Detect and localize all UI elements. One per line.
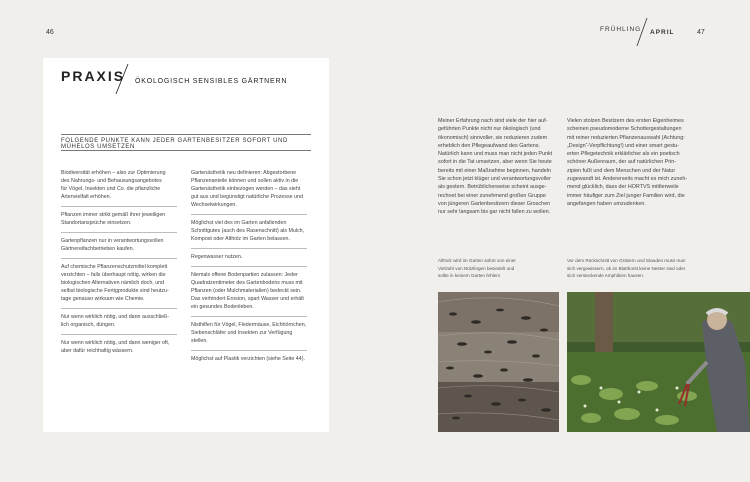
page-number-left: 46 <box>46 29 54 36</box>
list-item: Niemals offene Bodenpartien zulassen: Jeder Quadratzentimeter des Gartenbodens muss mit Pflanzen (oder Mulchmaterialien) bedeckt sein. Das verhindert Erosion, spart Wasser und erhält ein gesundes Bodenleben. <box>191 267 307 317</box>
slash-divider-icon <box>115 64 129 94</box>
praxis-card <box>43 58 329 432</box>
list-item: Nisthilfen für Vögel, Fledermäuse, Eichhörnchen, Siebenschläfer und Insekten zur Verfügung stellen. <box>191 317 307 351</box>
intro-rule-top <box>61 134 311 135</box>
deadwood-photo <box>438 292 559 432</box>
month-label: APRIL <box>650 29 675 36</box>
body-text-column-2: Vielen stolzen Besitzern des ersten Eigenheimes scheinen pseudomoderne Schottergestaltungen mit reiner reduzierten Pflanzenauswahl (Achtung: „Design“-Verpflichtung!) und einer smart gestu- erten Pflegetechnik erklärlicher als ein poetisch schöner Außenraum, der auf natürlichen Prin- zipien fußt und dem Menschen und der Natur zugewandt ist. Andererseits macht es mich zuneh- mend glücklich, dass der HORTVS mittlerweile immer häufiger zum Ziel junger Familien wird, die angefangen haben umzudenken. <box>567 118 688 207</box>
running-head <box>600 16 700 44</box>
season-label: FRÜHLING <box>600 26 642 33</box>
left-checklist <box>61 165 177 360</box>
card-subtitle: ÖKOLOGISCH SENSIBLES GÄRTNERN <box>135 78 288 85</box>
slash-divider-icon <box>636 18 648 46</box>
card-intro: FOLGENDE PUNKTE KANN JEDER GARTENBESITZER SOFORT UND MÜHELOS UMSETZEN <box>61 138 288 150</box>
list-item: Möglichst auf Plastik verzichten (siehe Seite 44). <box>191 356 305 362</box>
list-item: Möglichst viel des im Garten anfallenden Schnittgutes (auch des Rasenschnitt) als Mulch, Kompost oder Altholz im Garten belassen. <box>191 215 307 249</box>
list-item: Gartenpflanzen nur in verantwortungsvollen Gärtnereifachbetrieben kaufen. <box>61 233 177 259</box>
photo-caption-gardener: Vor dem Rückschnitt von Gräsern und Stauden muss man sich vergewissern, ob im Blatthorst keine Nester sind oder sich versteckende Amphibien hausen. <box>567 258 686 279</box>
intro-rule-bottom <box>61 150 311 151</box>
list-item: Nur wenn wirklich nötig, und dann ausschließ- lich organisch, düngen. <box>61 309 177 335</box>
card-title: PRAXIS <box>61 68 126 84</box>
body-text-column-1: Meiner Erfahrung nach sind viele der hier auf- geführten Punkte nicht nur ökologisch (und ökonomisch) sinnvoller, sie reduzieren zudem erheblich den Pflegeaufwand des Gartens. Natürlich kann und muss man nicht jeden Punkt sofort in die Tat umsetzen, aber wenn Sie heute bereits mit einer Maßnahme beginnen, handeln Sie schon jetzt klüger und verantwortungsvoller als gestern. Betrüblicherweise scheint ausge- rechnet bei einer zunehmend großen Gruppe von jüngeren Gartenbesitzern dieser Groschen nur sehr langsam bis gar nicht fallen zu wollen. <box>438 118 553 216</box>
gardener-photo <box>567 292 750 432</box>
page-number-right: 47 <box>697 29 705 36</box>
right-checklist <box>191 165 307 368</box>
list-item: Pflanzen immer strikt gemäß ihrer jeweiligen Standortansprüche einsetzen. <box>61 207 177 233</box>
photo-caption-deadwood: Altholz wird im Garten sofort von einer Vielzahl von Nützlingen besiedelt und sollte in keinem Garten fehlen! <box>438 258 516 279</box>
list-item: Gartenästhetik neu definieren: Abgestorbene Pflanzenanteile können und sollen aktiv in die Gartenästhetik einbezogen werden – das sieht gut aus und begünstigt natürliche Prozesse und Wechselwirkungen. <box>191 165 307 215</box>
list-item: Biodiversität erhöhen – also zur Optimierung des Nahrungs- und Behausungsangebotes für Vögel, Insekten und Co. die pflanzliche Artenvielfalt erhöhen. <box>61 165 177 207</box>
list-item: Regenwasser nutzen. <box>191 249 307 267</box>
list-item: Nur wenn wirklich nötig, und dann weniger oft, aber dafür reichhaltig wässern. <box>61 340 170 354</box>
list-item: Auf chemische Pflanzenschutzmittel komplett verzichten – falls überhaupt nötig, wirken die biologischen Alternativen nämlich doch, und selbst biologische Fertigprodukte sind heutzu- tage genauso wirksam wie Chemie. <box>61 259 177 309</box>
